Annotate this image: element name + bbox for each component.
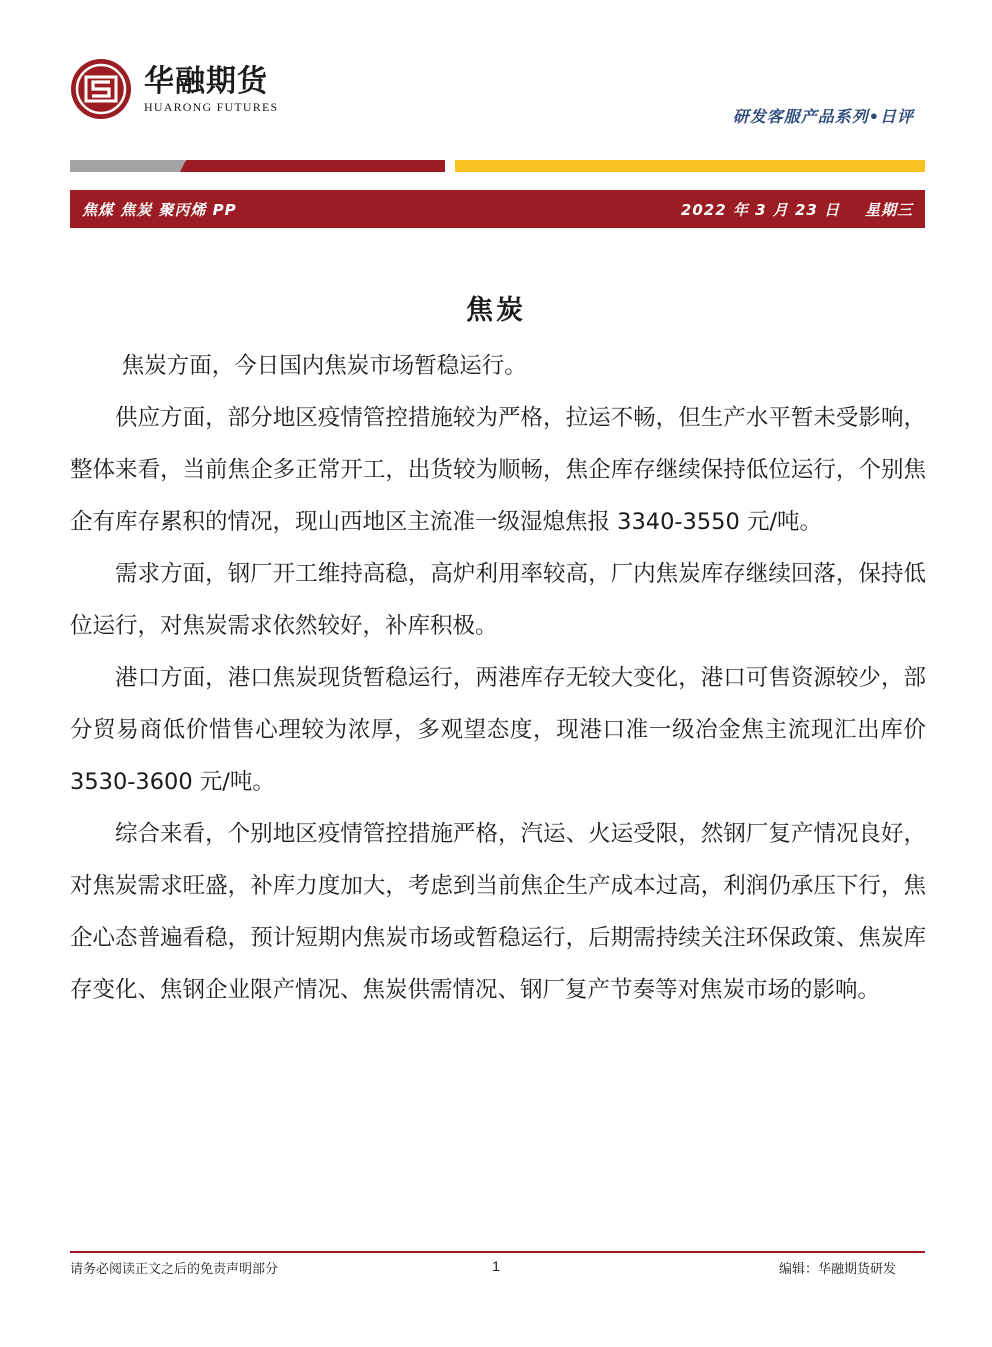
article-title: 焦炭: [466, 295, 526, 326]
company-logo: [70, 58, 278, 120]
report-banner: [70, 190, 925, 228]
paragraph-supply: 供应方面，部分地区疫情管控措施较为严格，拉运不畅，但生产水平暂未受影响，整体来看，当前焦企多正常开工，出货较为顺畅，焦企库存继续保持低位运行，个别焦企有库存累积的情况，现山西地区主流准一级湿熄焦报 3340-3550 元/吨。: [70, 405, 926, 535]
banner-weekday: 星期三: [864, 201, 913, 219]
paragraph-summary: 综合来看，个别地区疫情管控措施严格，汽运、火运受限，然钢厂复产情况良好，对焦炭需求旺盛，补库力度加大，考虑到当前焦企生产成本过高，利润仍承压下行，焦企心态普遍看稳，预计短期内焦炭市场或暂稳运行，后期需持续关注环保政策、焦炭库存变化、焦钢企业限产情况、焦炭供需情况、钢厂复产节奏等对焦炭市场的影响。: [70, 821, 926, 1003]
footer-editor: 编辑：华融期货研发: [778, 1262, 896, 1277]
huarong-logo-icon: [70, 58, 132, 120]
footer-divider: [70, 1251, 925, 1253]
page-number: 1: [492, 1258, 500, 1274]
header-divider-gray: [70, 160, 185, 172]
paragraph-overview: 焦炭方面，今日国内焦炭市场暂稳运行。: [121, 353, 527, 379]
paragraph-port: 港口方面，港口焦炭现货暂稳运行，两港库存无较大变化，港口可售资源较少，部分贸易商低价惜售心理较为浓厚，多观望态度，现港口准一级冶金焦主流现汇出库价 3530-3600 元/吨。: [70, 665, 926, 795]
report-series-label: 研发客服产品系列•日评: [732, 107, 914, 126]
banner-date-block: [681, 199, 913, 220]
logo-chinese-name: 华融期货: [144, 63, 268, 99]
footer-disclaimer: 请务必阅读正文之后的免责声明部分: [70, 1262, 279, 1277]
header-divider-red: [180, 160, 445, 172]
paragraph-demand: 需求方面，钢厂开工维持高稳，高炉利用率较高，厂内焦炭库存继续回落，保持低位运行，对焦炭需求依然较好，补库积极。: [70, 561, 926, 639]
header-divider-yellow: [455, 160, 925, 172]
article-body: [70, 340, 926, 1016]
banner-date: 2022 年 3 月 23 日: [680, 201, 841, 219]
banner-products: 焦煤 焦炭 聚丙烯 PP: [82, 201, 237, 219]
logo-english-name: HUARONG FUTURES: [144, 99, 279, 114]
